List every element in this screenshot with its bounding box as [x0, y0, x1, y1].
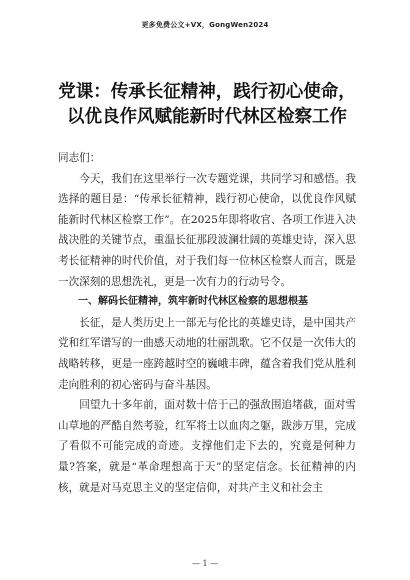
salutation: 同志们： [58, 152, 101, 164]
body-paragraph: 回望九十多年前，面对数十倍于己的强敌围追堵截，面对雪山草地的严酷自然考验，红军将士以血肉之躯，跋涉万里，完成了看似不可能完成的奇迹。支撑他们走下去的，究竟是何种力量?答案，就是“革命理想高于天”的坚定信念。长征精神的内核，就是对马克思主义的坚定信仰，对共产主义和社会主 [58, 399, 356, 494]
section-heading: 一、解码长征精神，筑牢新时代林区检察的思想根基 [78, 296, 308, 308]
document-title: 党课：传承长征精神，践行初心使命，以优良作风赋能新时代林区检察工作 [58, 82, 356, 127]
body-paragraph: 长征，是人类历史上一部无与伦比的英雄史诗，是中国共产党和红军谱写的一曲感天动地的壮丽凯歌。它不仅是一次伟大的战略转移，更是一座跨越时空的巍峨丰碑，蕴含着我们党从胜利走向胜利的初心密码与奋斗基因。 [58, 316, 356, 391]
header-note: 更多免费公文+VX，GongWen2024 [141, 21, 269, 29]
intro-paragraph: 今天，我们在这里举行一次专题党课，共同学习和感悟。我选择的题目是：“传承长征精神，践行初心使命，以优良作风赋能新时代林区检察工作”。在2025年即将收官、各项工作进入决战决胜的关键节点，重温长征那段波澜壮阔的英雄史诗，深入思考长征精神的时代价值，对于我们每一位林区检察人而言，既是一次深刻的思想洗礼，更是一次有力的行动号令。 [58, 172, 356, 288]
document-body [58, 148, 356, 498]
page-number: — 1 — [191, 559, 219, 568]
